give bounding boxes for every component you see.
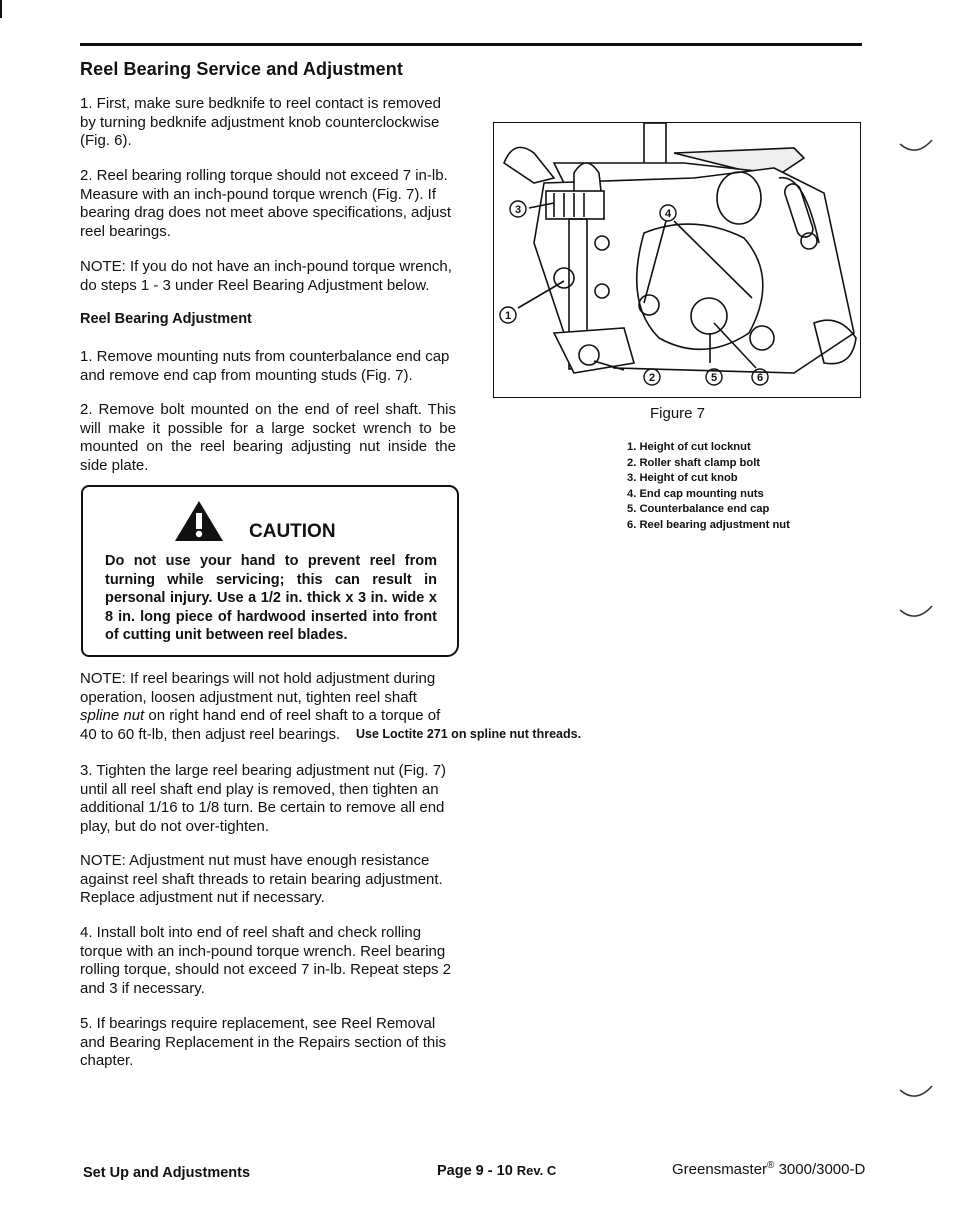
legend-item: 3. Height of cut knob	[627, 472, 738, 485]
adjust-step-2: 2. Remove bolt mounted on the end of reel shaft. This will make it possible for a large socket wrench to be mounted on the reel bearing adjusting nut inside the side plate.	[80, 401, 456, 474]
legend-item: 4. End cap mounting nuts	[627, 487, 764, 500]
footer-section: Set Up and Adjustments	[83, 1165, 251, 1181]
step-1-paragraph: 1. First, make sure bedknife to reel contact is removed by turning bedknife adjustment knob counterclockwise (Fig. 6).	[80, 95, 441, 149]
footer-page-number	[437, 1163, 556, 1179]
margin-mark	[898, 1084, 934, 1102]
callout-4: 4	[664, 208, 672, 220]
product-name: Greensmaster	[672, 1161, 768, 1178]
legend-item: 6. Reel bearing adjustment nut	[627, 518, 790, 531]
adjust-step-1: 1. Remove mounting nuts from counterbalance end cap and remove end cap from mounting studs (Fig. 7).	[80, 348, 450, 384]
product-model: 3000/3000-D	[774, 1161, 866, 1178]
figure-caption: Figure 7	[650, 405, 706, 422]
callout-5: 5	[710, 372, 718, 384]
footer-product	[672, 1160, 865, 1178]
header-rule	[80, 43, 862, 46]
margin-mark	[898, 604, 934, 622]
note-torque-wrench: NOTE: If you do not have an inch-pound torque wrench, do steps 1 - 3 under Reel Bearing Adjustment below.	[80, 258, 452, 294]
legend-item: 1. Height of cut locknut	[627, 441, 751, 453]
caution-text: Do not use your hand to prevent reel from turning while servicing; this can result in personal injury. Use a 1/2 in. thick x 3 in. wide x 8 in. long piece of hardwood inserted into front of cutting unit between reel blades.	[105, 553, 437, 643]
note-text-italic: spline nut	[80, 707, 145, 724]
warning-icon	[173, 497, 225, 543]
note-adjustment-nut: NOTE: Adjustment nut must have enough resistance against reel shaft threads to retain bearing adjustment. Replace adjustment nut if necessary.	[80, 852, 443, 906]
margin-mark	[898, 138, 934, 156]
revision: Rev. C	[516, 1163, 557, 1178]
page-number: Page 9 - 10	[437, 1163, 513, 1179]
caution-box	[81, 485, 459, 657]
loctite-note: Use Loctite 271 on spline nut threads.	[356, 727, 582, 741]
figure-legend	[627, 440, 790, 534]
adjust-step-4: 4. Install bolt into end of reel shaft and check rolling torque with an inch-pound torque wrench. Reel bearing rolling torque, should not exceed 7 in-lb. Repeat steps 2 and 3 if necessary.	[80, 924, 452, 997]
callout-6: 6	[756, 372, 764, 384]
registered-mark: ®	[767, 1160, 775, 1171]
callout-1: 1	[504, 310, 512, 322]
callout-3: 3	[514, 204, 522, 216]
left-edge-mark	[0, 0, 2, 18]
legend-item: 2. Roller shaft clamp bolt	[627, 456, 761, 469]
note-text-a: NOTE: If reel bearings will not hold adjustment during operation, loosen adjustment nut, tighten reel shaft	[80, 670, 436, 706]
reel-bearing-adjustment-heading: Reel Bearing Adjustment	[80, 311, 252, 327]
callout-2: 2	[648, 372, 656, 384]
adjust-step-5: 5. If bearings require replacement, see Reel Removal and Bearing Replacement in the Repairs section of this chapter.	[80, 1015, 447, 1069]
step-2-paragraph: 2. Reel bearing rolling torque should not exceed 7 in-lb. Measure with an inch-pound torque wrench (Fig. 7). If bearing drag does not meet above specifications, adjust reel bearings.	[80, 167, 452, 240]
section-title: Reel Bearing Service and Adjustment	[80, 59, 403, 79]
caution-title: CAUTION	[249, 521, 336, 542]
figure-7-illustration	[493, 122, 861, 398]
note-text-b: on right hand end of reel shaft to a torque of 40 to 60 ft-lb, then adjust reel bearings.	[80, 707, 441, 743]
legend-item: 5. Counterbalance end cap	[627, 503, 770, 516]
adjust-step-3: 3. Tighten the large reel bearing adjustment nut (Fig. 7) until all reel shaft end play is removed, then tighten an additional 1/16 to 1/8 turn. Be certain to remove all end play, but do not over-tighten.	[80, 762, 447, 835]
